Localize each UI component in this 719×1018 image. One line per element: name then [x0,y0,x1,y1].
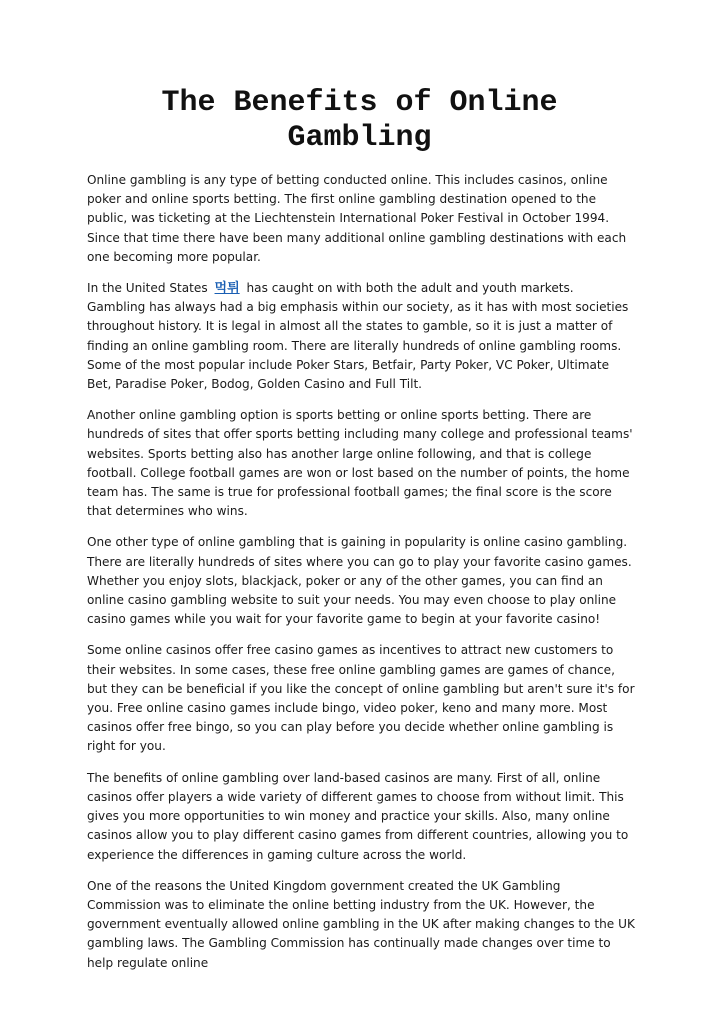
inline-link[interactable]: 먹튀 [214,281,240,297]
paragraph-2-after-link: has caught on with both the adult and youth markets. Gambling has always had a big emphasis within our society, as it has with most societies throughout history. It is legal in almost all the states to gamble, so it is just a matter of finding an online gambling room. There are literally hundreds of online gambling rooms. Some of the most popular include Poker Stars, Betfair, Party Poker, VC Poker, Ultimate Bet, Paradise Poker, Bodog, Golden Casino and Full Tilt. [87,281,629,392]
paragraph-5: Some online casinos offer free casino games as incentives to attract new customers to their websites. In some cases, these free online gambling games are games of chance, but they can be beneficial if you like the concept of online gambling but aren't sure it's for you. Free online casino games include bingo, video poker, keno and many more. Most casinos offer free bingo, so you can play before you decide whether online gambling is right for you. [87,643,635,754]
paragraph-2 [87,279,635,394]
paragraph-6: The benefits of online gambling over land-based casinos are many. First of all, online casinos offer players a wide variety of different games to choose from without limit. This gives you more opportunities to win money and practice your skills. Also, many online casinos allow you to play different casino games from different countries, allowing you to experience the differences in gaming culture across the world. [87,770,629,862]
title-line-1: The Benefits of Online [161,86,558,120]
document-title [60,86,659,156]
paragraph-3: Another online gambling option is sports betting or online sports betting. There are hundreds of sites that offer sports betting including many college and professional teams' websites. Sports betting also has another large online following, and that is college football. College football games are won or lost based on the number of points, the home team has. The same is true for professional football games; the final score is the score that determines who wins. [87,408,633,519]
title-line-2: Gambling [287,121,432,155]
paragraph-1: Online gambling is any type of betting conducted online. This includes casinos, online poker and online sports betting. The first online gambling destination opened to the public, was ticketing at the Liechtenstein International Poker Festival in October 1994. Since that time there have been many additional online gambling destinations with each one becoming more popular. [87,173,627,264]
paragraph-7: One of the reasons the United Kingdom government created the UK Gambling Commission was to eliminate the online betting industry from the UK. However, the government eventually allowed online gambling in the UK after making changes to the UK gambling laws. The Gambling Commission has continually made changes over time to help regulate online [87,878,635,970]
paragraph-2-before-link: In the United States [87,281,208,296]
paragraph-4: One other type of online gambling that is gaining in popularity is online casino gambling. There are literally hundreds of sites where you can go to play your favorite casino games. Whether you enjoy slots, blackjack, poker or any of the other games, you can find an online casino gambling website to suit your needs. You may even choose to play online casino games while you wait for your favorite game to begin at your favorite casino! [87,535,632,627]
document-body [87,171,635,985]
